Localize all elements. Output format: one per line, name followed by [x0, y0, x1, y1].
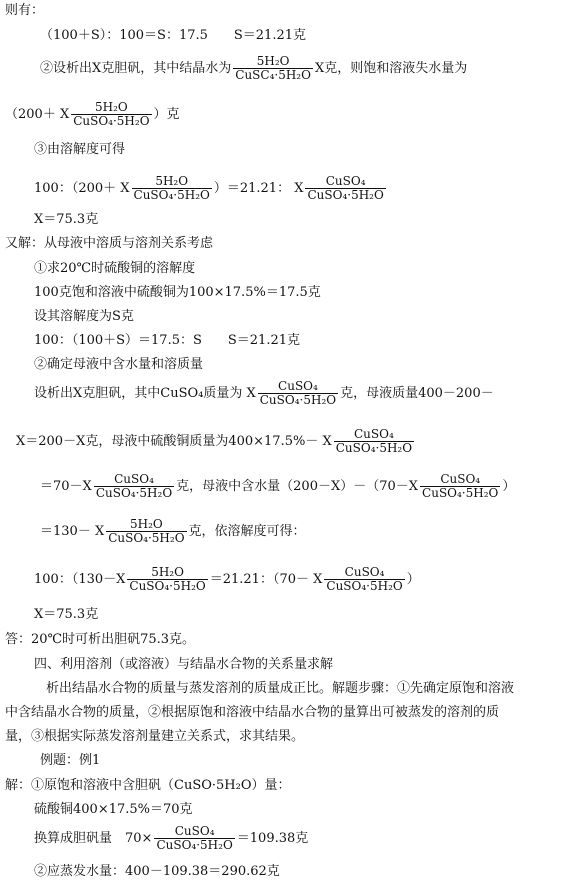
text-line: X＝75.3克: [34, 607, 99, 622]
text-line: 答：20℃时可析出胆矾75.3克。: [5, 632, 196, 647]
fraction: $\frac{\text{5H₂O}}{\text{CuSO₄·5H₂O}}$: [73, 100, 150, 128]
fraction: $\frac{\text{CuSO₄}}{\text{CuSO₄·5H₂O}}$: [259, 379, 337, 407]
text-line: 100：（200＋ X $\frac{\text{5H₂O}}{\text{CuSO₄·5H₂O}}$ ）＝21.21： X $\frac{\text{CuSO₄}}{\text{CuSO₄·5H₂O}}$: [34, 174, 384, 202]
text-line: ②确定母液中含水量和溶质量: [34, 357, 204, 372]
text-line: X＝200－X克，母液中硫酸铜质量为400×17.5%－ X $\frac{\text{CuSO₄}}{\text{CuSO₄·5H₂O}}$: [16, 427, 413, 455]
fraction: $\frac{\text{CuSO₄}}{\text{CuSO₄·5H₂O}}$: [422, 472, 499, 500]
text-line: 100：（100＋S）＝17.5：S S＝21.21克: [34, 333, 301, 348]
text-line: 例题：例1: [40, 753, 101, 768]
text-line: （100＋S）：100＝S：17.5 S＝21.21克: [40, 28, 307, 43]
text-line: ②设析出X克胆矾，其中结晶水为 $\frac{\text{5H₂O}}{\text{CuSC₄·5H₂O}}$ X克，则饱和溶液失水量为: [40, 54, 468, 82]
fraction: $\frac{\text{CuSO₄}}{\text{CuSO₄·5H₂O}}$: [307, 174, 384, 202]
fraction: $\frac{\text{5H₂O}}{\text{CuSO₄·5H₂O}}$: [133, 174, 210, 202]
text-line: 又解：从母液中溶质与溶剂关系考虑: [5, 236, 214, 251]
text-line: X＝75.3克: [34, 212, 99, 227]
text-line: 硫酸铜400×17.5%＝70克: [34, 802, 193, 817]
text-line: （200＋ X $\frac{\text{5H₂O}}{\text{CuSO₄·5H₂O}}$ ）克: [5, 100, 180, 128]
fraction: $\frac{\text{CuSO₄}}{\text{CuSO₄·5H₂O}}$: [95, 472, 173, 500]
text-line: 设其溶解度为S克: [34, 309, 134, 324]
text-line: 换算成胆矾量 70× $\frac{\text{CuSO₄}}{\text{CuSO₄·5H₂O}}$ ＝109.38克: [34, 824, 309, 852]
text-line: 析出结晶水合物的质量与蒸发溶剂的质量成正比。解题步骤：①先确定原饱和溶液: [46, 681, 515, 696]
text-line: 100：（130－X $\frac{\text{5H₂O}}{\text{CuSO₄·5H₂O}}$ ＝21.21：（70－ X $\frac{\text{CuSO₄}}{\text{CuSO₄·5H₂O}}$ ）: [34, 565, 420, 593]
fraction: $\frac{\text{CuSO₄}}{\text{CuSO₄·5H₂O}}$: [326, 565, 403, 593]
text-line: ①求20℃时硫酸铜的溶解度: [34, 261, 196, 276]
text-line: ②应蒸发水量：400－109.38＝290.62克: [34, 864, 280, 879]
fraction: $\frac{\text{5H₂O}}{\text{CuSO₄·5H₂O}}$: [129, 565, 206, 593]
text-line: ＝130－ X $\frac{\text{5H₂O}}{\text{CuSO₄·5H₂O}}$ 克，依溶解度可得：: [40, 517, 306, 545]
text-line: ③由溶解度可得: [34, 142, 126, 157]
text-line: 量，③根据实际蒸发溶剂量建立关系式，求其结果。: [5, 729, 305, 744]
text-line: 则有：: [5, 3, 45, 18]
text-line: 中含结晶水合物的质量，②根据原饱和溶液中结晶水合物的量算出可被蒸发的溶剂的质: [5, 705, 500, 720]
text-line: 设析出X克胆矾，其中CuSO₄质量为 X $\frac{\text{CuSO₄}}{\text{CuSO₄·5H₂O}}$ 克，母液质量400－200－: [34, 379, 494, 407]
text-line: 100克饱和溶液中硫酸铜为100×17.5%＝17.5克: [34, 285, 321, 300]
text-line: ＝70－X $\frac{\text{CuSO₄}}{\text{CuSO₄·5H₂O}}$ 克，母液中含水量（200－X）－（70－X $\frac{\text{CuSO₄}}{\text{CuSO₄·5H₂O}}$ ）: [40, 472, 516, 500]
fraction: $\frac{\text{5H₂O}}{\text{CuSO₄·5H₂O}}$: [108, 517, 185, 545]
text-line: 解：①原饱和溶液中含胆矾（CuSO·5H₂O）量：: [5, 778, 291, 793]
fraction: $\frac{\text{5H₂O}}{\text{CuSC₄·5H₂O}}$: [235, 54, 311, 82]
fraction: $\frac{\text{CuSO₄}}{\text{CuSO₄·5H₂O}}$: [335, 427, 413, 455]
section-heading: 四、利用溶剂（或溶液）与结晶水合物的关系量求解: [34, 657, 334, 672]
fraction: $\frac{\text{CuSO₄}}{\text{CuSO₄·5H₂O}}$: [156, 824, 233, 852]
